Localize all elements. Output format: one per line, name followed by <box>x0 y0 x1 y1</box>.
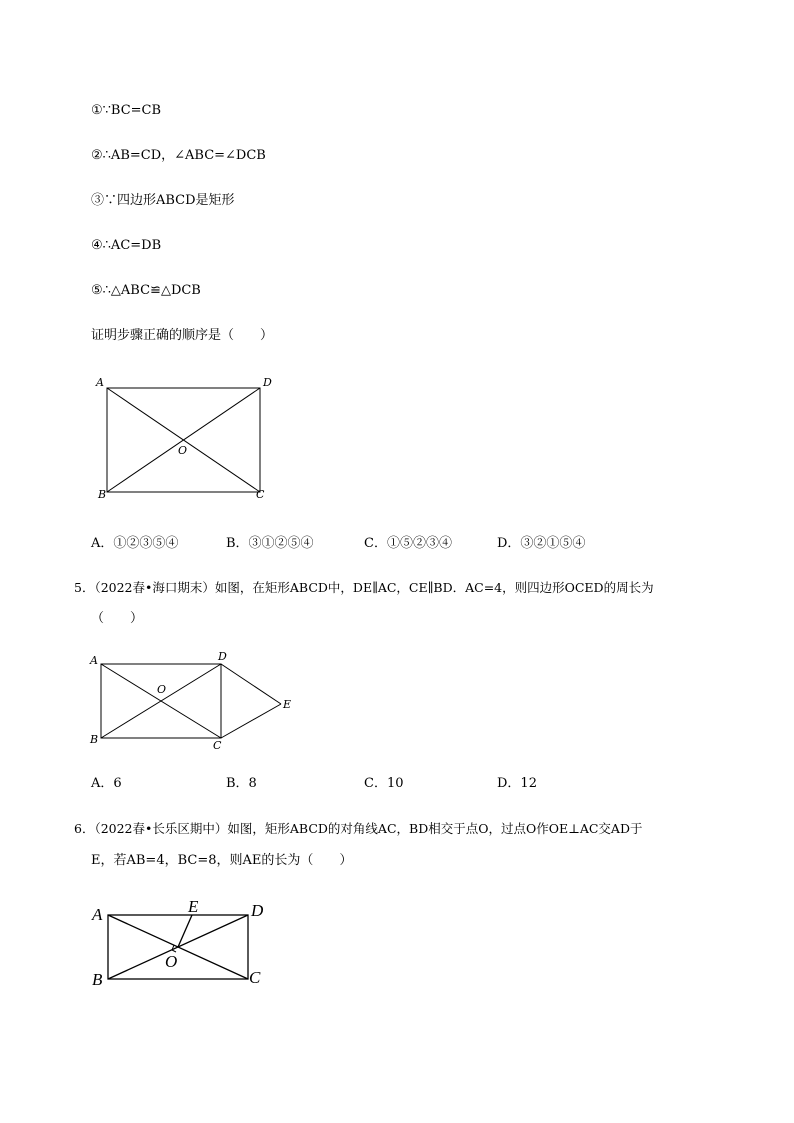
question-5-answer-blank: （ ） <box>91 611 144 626</box>
proof-step-4: ④∴AC=DB <box>91 238 162 253</box>
question-6-text: 6．（2022春•长乐区期中）如图，矩形ABCD的对角线AC，BD相交于点O，过点O作OE⊥AC交AD于 <box>74 821 643 836</box>
point-label-o: O <box>178 444 188 457</box>
proof-step-2: ②∴AB=CD，∠ABC=∠DCB <box>91 148 266 163</box>
vertex-label-a: A <box>96 376 104 389</box>
vertex-label-c: C <box>249 968 261 987</box>
point-label-o: O <box>165 952 178 971</box>
point-label-o: O <box>157 683 167 696</box>
vertex-label-d: D <box>218 650 227 663</box>
question-5-text: 5．（2022春•海口期末）如图，在矩形ABCD中，DE∥AC，CE∥BD．AC=4，则四边形OCED的周长为 <box>74 580 654 595</box>
vertex-label-c: C <box>213 739 222 752</box>
vertex-label-b: B <box>98 488 107 501</box>
point-label-e: E <box>283 698 292 711</box>
q5-option-a[interactable]: A．6 <box>91 776 122 791</box>
vertex-label-c: C <box>256 488 265 501</box>
figure-rectangle-with-e <box>86 648 301 753</box>
point-label-e: E <box>188 897 199 916</box>
q4-option-c[interactable]: C．①⑤②③④ <box>364 536 452 551</box>
q5-option-d[interactable]: D．12 <box>497 776 537 791</box>
question-4-prompt: 证明步骤正确的顺序是（ ） <box>91 328 274 343</box>
proof-step-3: ③∵四边形ABCD是矩形 <box>91 193 235 208</box>
vertex-label-d: D <box>263 376 272 389</box>
vertex-label-b: B <box>92 970 103 989</box>
vertex-label-b: B <box>90 733 99 746</box>
proof-step-5: ⑤∴△ABC≌△DCB <box>91 283 201 298</box>
figure-rectangle-abcd <box>90 370 290 505</box>
proof-step-1: ①∵BC=CB <box>91 103 162 118</box>
figure-rectangle-oe-perpendicular <box>88 893 278 993</box>
vertex-label-a: A <box>92 905 103 924</box>
q4-option-d[interactable]: D．③②①⑤④ <box>497 536 586 551</box>
question-6-text-line2: E，若AB=4，BC=8，则AE的长为（ ） <box>91 853 353 868</box>
q5-option-b[interactable]: B．8 <box>226 776 257 791</box>
q4-option-a[interactable]: A．①②③⑤④ <box>91 536 179 551</box>
vertex-label-a: A <box>90 654 98 667</box>
vertex-label-d: D <box>251 901 264 920</box>
q4-option-b[interactable]: B．③①②⑤④ <box>226 536 314 551</box>
q5-option-c[interactable]: C．10 <box>364 776 404 791</box>
